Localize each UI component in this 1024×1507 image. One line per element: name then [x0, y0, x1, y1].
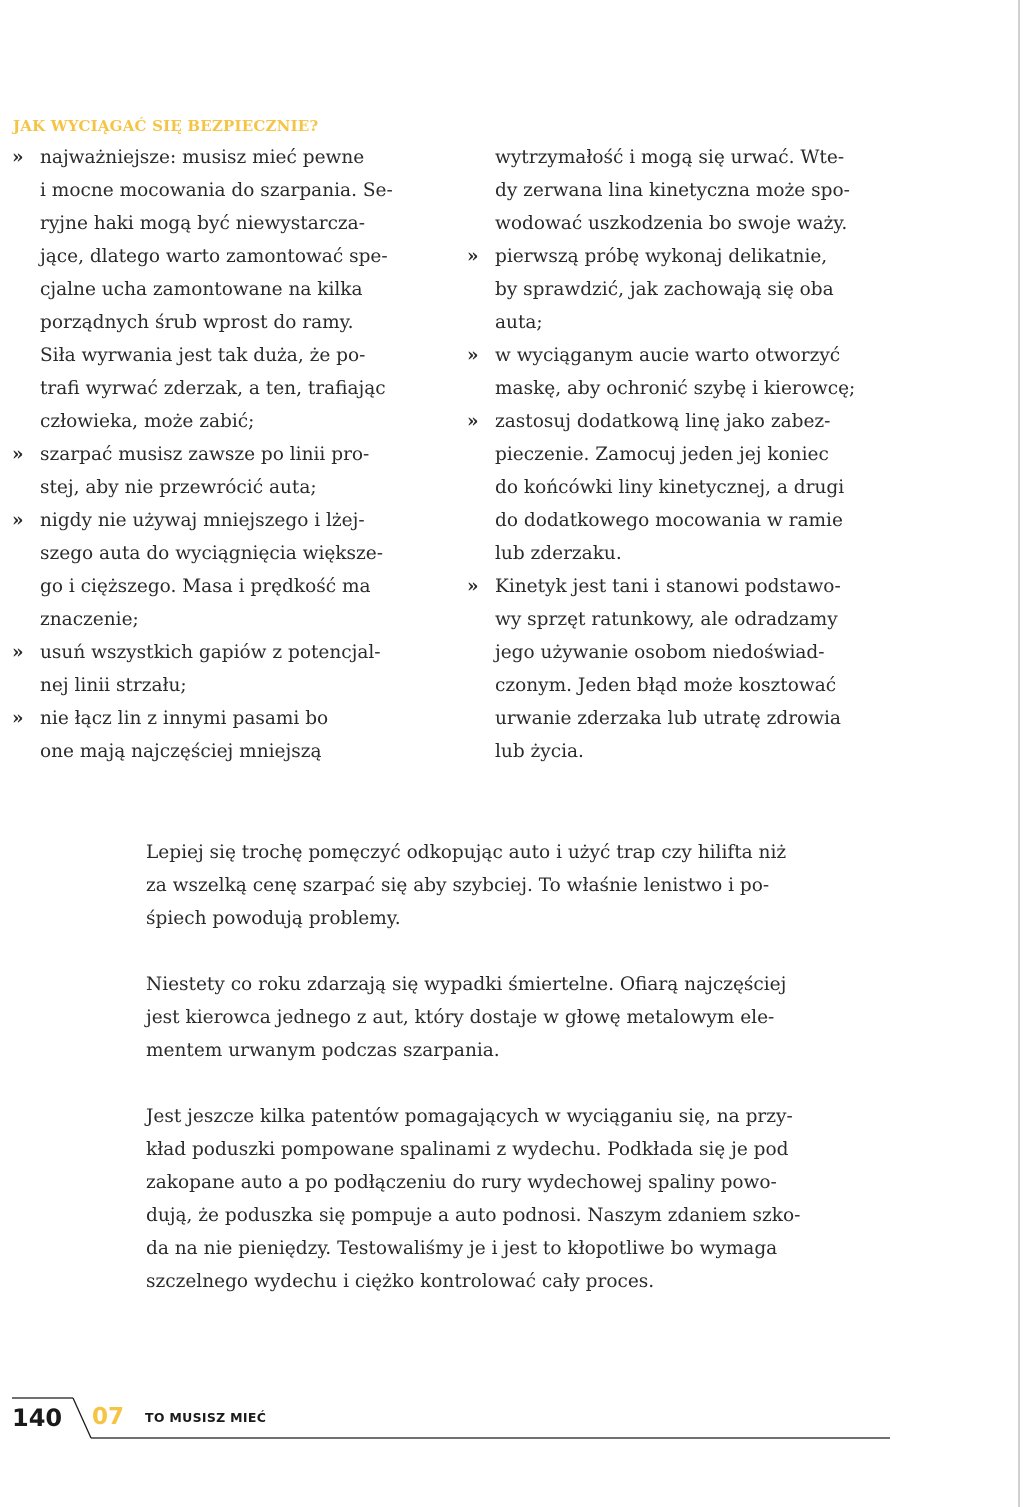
paragraph-line: za wszelką cenę szarpać się aby szybciej. To właśnie lenistwo i po-	[146, 875, 770, 896]
paragraph-line: zakopane auto a po podłączeniu do rury wydechowej spaliny powo-	[146, 1172, 777, 1193]
list-item-continuation	[467, 537, 907, 570]
bullet-marker: »	[12, 444, 24, 465]
paragraph	[146, 836, 906, 935]
paragraph-line: dują, że poduszka się pompuje a auto podnosi. Naszym zdaniem szko-	[146, 1205, 801, 1226]
list-item	[12, 504, 452, 537]
list-item-text: urwanie zderzaka lub utratę zdrowia	[495, 708, 841, 729]
list-item-text: stej, aby nie przewrócić auta;	[40, 477, 317, 498]
list-item-text: szarpać musisz zawsze po linii pro-	[40, 444, 370, 465]
list-item-text: Kinetyk jest tani i stanowi podstawo-	[495, 576, 841, 597]
list-item	[467, 570, 907, 603]
bullet-marker: »	[12, 642, 24, 663]
list-item-continuation	[467, 438, 907, 471]
list-item-text: by sprawdzić, jak zachowają się oba	[495, 279, 834, 300]
list-item-text: one mają najczęściej mniejszą	[40, 741, 322, 762]
list-item-continuation	[467, 504, 907, 537]
list-item	[12, 438, 452, 471]
paragraph-line: śpiech powodują problemy.	[146, 908, 401, 929]
list-item-continuation	[467, 273, 907, 306]
bullet-marker: »	[12, 147, 24, 168]
list-item-continuation	[12, 174, 452, 207]
body-text	[146, 836, 906, 1331]
list-item-continuation	[12, 372, 452, 405]
list-item	[467, 240, 907, 273]
paragraph-line: mentem urwanym podczas szarpania.	[146, 1040, 500, 1061]
list-item-text: jące, dlatego warto zamontować spe-	[40, 246, 388, 267]
list-item	[12, 141, 452, 174]
paragraph-line: kład poduszki pompowane spalinami z wydechu. Podkłada się je pod	[146, 1139, 789, 1160]
bullet-marker: »	[467, 576, 479, 597]
list-item-text: usuń wszystkich gapiów z potencjal-	[40, 642, 381, 663]
list-item-continuation	[12, 240, 452, 273]
list-item-text: wodować uszkodzenia bo swoje waży.	[495, 213, 848, 234]
paragraph-line: Niestety co roku zdarzają się wypadki śmiertelne. Ofiarą najczęściej	[146, 974, 787, 995]
list-item-continuation	[467, 306, 907, 339]
list-item-text: wy sprzęt ratunkowy, ale odradzamy	[495, 609, 838, 630]
list-item-text: porządnych śrub wprost do ramy.	[40, 312, 354, 333]
list-item-text: i mocne mocowania do szarpania. Se-	[40, 180, 393, 201]
list-item-continuation	[467, 735, 907, 768]
list-item-text: jego używanie osobom niedoświad-	[495, 642, 825, 663]
bullet-marker: »	[467, 246, 479, 267]
list-item-text: człowieka, może zabić;	[40, 411, 255, 432]
list-item-text: auta;	[495, 312, 543, 333]
list-item-continuation	[12, 735, 452, 768]
list-item-continuation	[12, 471, 452, 504]
footer-rule	[12, 1396, 892, 1442]
list-item-text: nigdy nie używaj mniejszego i lżej-	[40, 510, 365, 531]
list-item-continuation	[467, 471, 907, 504]
list-item	[12, 702, 452, 735]
list-item-text: maskę, aby ochronić szybę i kierowcę;	[495, 378, 856, 399]
list-item-continuation	[12, 405, 452, 438]
list-item-text: pieczenie. Zamocuj jeden jej koniec	[495, 444, 829, 465]
page-edge-line	[1018, 0, 1020, 1507]
list-item-text: najważniejsze: musisz mieć pewne	[40, 147, 365, 168]
list-item-text: Siła wyrwania jest tak duża, że po-	[40, 345, 366, 366]
list-item-continuation	[467, 603, 907, 636]
paragraph-line: jest kierowca jednego z aut, który dostaje w głowę metalowym ele-	[146, 1007, 775, 1028]
paragraph-line: Lepiej się trochę pomęczyć odkopując auto i użyć trap czy hilifta niż	[146, 842, 787, 863]
paragraph	[146, 968, 906, 1067]
list-item-continuation	[467, 207, 907, 240]
list-item-text: nie łącz lin z innymi pasami bo	[40, 708, 329, 729]
chapter-title: TO MUSISZ MIEĆ	[145, 1410, 267, 1425]
bullet-marker: »	[12, 510, 24, 531]
list-item-continuation	[12, 669, 452, 702]
page-footer	[12, 1396, 892, 1442]
paragraph-line: da na nie pieniędzy. Testowaliśmy je i jest to kłopotliwe bo wymaga	[146, 1238, 778, 1259]
list-item-continuation	[12, 207, 452, 240]
list-item-continuation	[12, 603, 452, 636]
list-item-continuation	[467, 669, 907, 702]
list-item	[467, 339, 907, 372]
paragraph-line: szczelnego wydechu i ciężko kontrolować cały proces.	[146, 1271, 655, 1292]
list-item-text: nej linii strzału;	[40, 675, 187, 696]
list-item-text: do końcówki liny kinetycznej, a drugi	[495, 477, 845, 498]
list-item-continuation	[12, 273, 452, 306]
chapter-number: 07	[92, 1404, 125, 1430]
paragraph-line: Jest jeszcze kilka patentów pomagających w wyciąganiu się, na przy-	[146, 1106, 793, 1127]
list-item-text: dy zerwana lina kinetyczna może spo-	[495, 180, 850, 201]
list-item-text: wytrzymałość i mogą się urwać. Wte-	[495, 147, 845, 168]
list-item-continuation	[467, 174, 907, 207]
list-item-text: do dodatkowego mocowania w ramie	[495, 510, 843, 531]
list-item-text: zastosuj dodatkową linę jako zabez-	[495, 411, 831, 432]
list-item-text: lub zderzaku.	[495, 543, 622, 564]
bullet-marker: »	[467, 345, 479, 366]
list-item	[467, 405, 907, 438]
list-item-text: pierwszą próbę wykonaj delikatnie,	[495, 246, 828, 267]
list-item-continuation	[467, 141, 907, 174]
list-item-text: szego auta do wyciągnięcia większe-	[40, 543, 383, 564]
left-column	[12, 141, 452, 768]
bullet-marker: »	[467, 411, 479, 432]
list-item	[12, 636, 452, 669]
list-item-continuation	[12, 570, 452, 603]
list-item-continuation	[12, 306, 452, 339]
list-item-text: ryjne haki mogą być niewystarcza-	[40, 213, 365, 234]
list-item-continuation	[467, 702, 907, 735]
paragraph	[146, 1100, 906, 1298]
right-column	[467, 141, 907, 768]
section-heading: JAK WYCIĄGAĆ SIĘ BEZPIECZNIE?	[13, 117, 319, 135]
list-item-text: trafi wyrwać zderzak, a ten, trafiając	[40, 378, 386, 399]
list-item-text: w wyciąganym aucie warto otworzyć	[495, 345, 841, 366]
list-item-text: go i cięższego. Masa i prędkość ma	[40, 576, 371, 597]
list-item-text: znaczenie;	[40, 609, 139, 630]
list-item-continuation	[467, 372, 907, 405]
list-item-text: lub życia.	[495, 741, 584, 762]
page-number: 140	[12, 1404, 63, 1432]
list-item-text: cjalne ucha zamontowane na kilka	[40, 279, 363, 300]
list-item-text: czonym. Jeden błąd może kosztować	[495, 675, 837, 696]
list-item-continuation	[12, 537, 452, 570]
list-item-continuation	[12, 339, 452, 372]
bullet-marker: »	[12, 708, 24, 729]
list-item-continuation	[467, 636, 907, 669]
